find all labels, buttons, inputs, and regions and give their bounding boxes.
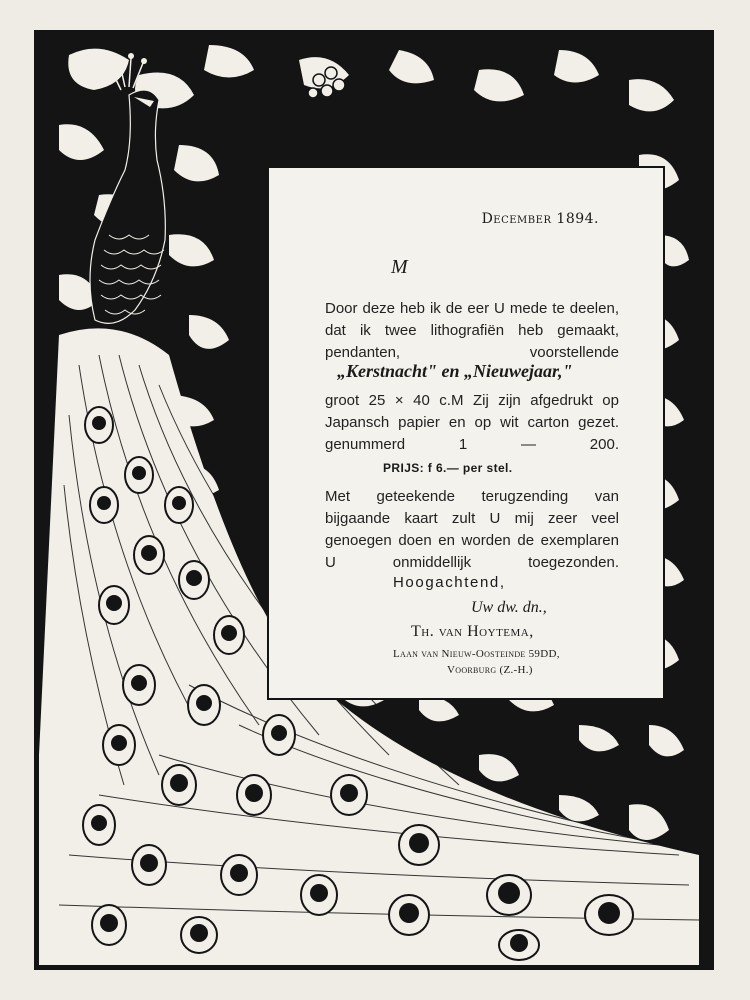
lithograph-titles: „Kerstnacht" en „Nieuwejaar," <box>337 361 573 381</box>
paragraph-request: Met geteekende terugzending van bijgaande kaart zult U mij zeer veel genoegen doen en worden de exemplaren U onmiddellijk toegezonden. <box>325 488 619 571</box>
paragraph-announcement: Door deze heb ik de eer U mede te deelen, dat ik twee lithografiën heb gemaakt, pendanten, voorstellende <box>325 300 619 361</box>
illustrated-border-frame <box>34 30 714 970</box>
letter-panel <box>267 166 665 700</box>
address-city: Voorburg (Z.-H.) <box>447 664 533 676</box>
closing-formula: Uw dw. dn., <box>471 599 547 616</box>
paragraph-details: groot 25 × 40 c.M Zij zijn afgedrukt op Japansch papier en op wit carton gezet. genummerd 1 — 200. <box>325 392 619 453</box>
price-line: PRIJS: f 6.— per stel. <box>383 461 513 475</box>
signature-name: Th. van Hoytema, <box>411 623 534 640</box>
letter-date: December 1894. <box>481 211 599 227</box>
salutation: M <box>391 256 408 278</box>
address-street: Laan van Nieuw-Oosteinde 59DD, <box>393 648 560 660</box>
closing: Hoogachtend, <box>393 574 506 591</box>
